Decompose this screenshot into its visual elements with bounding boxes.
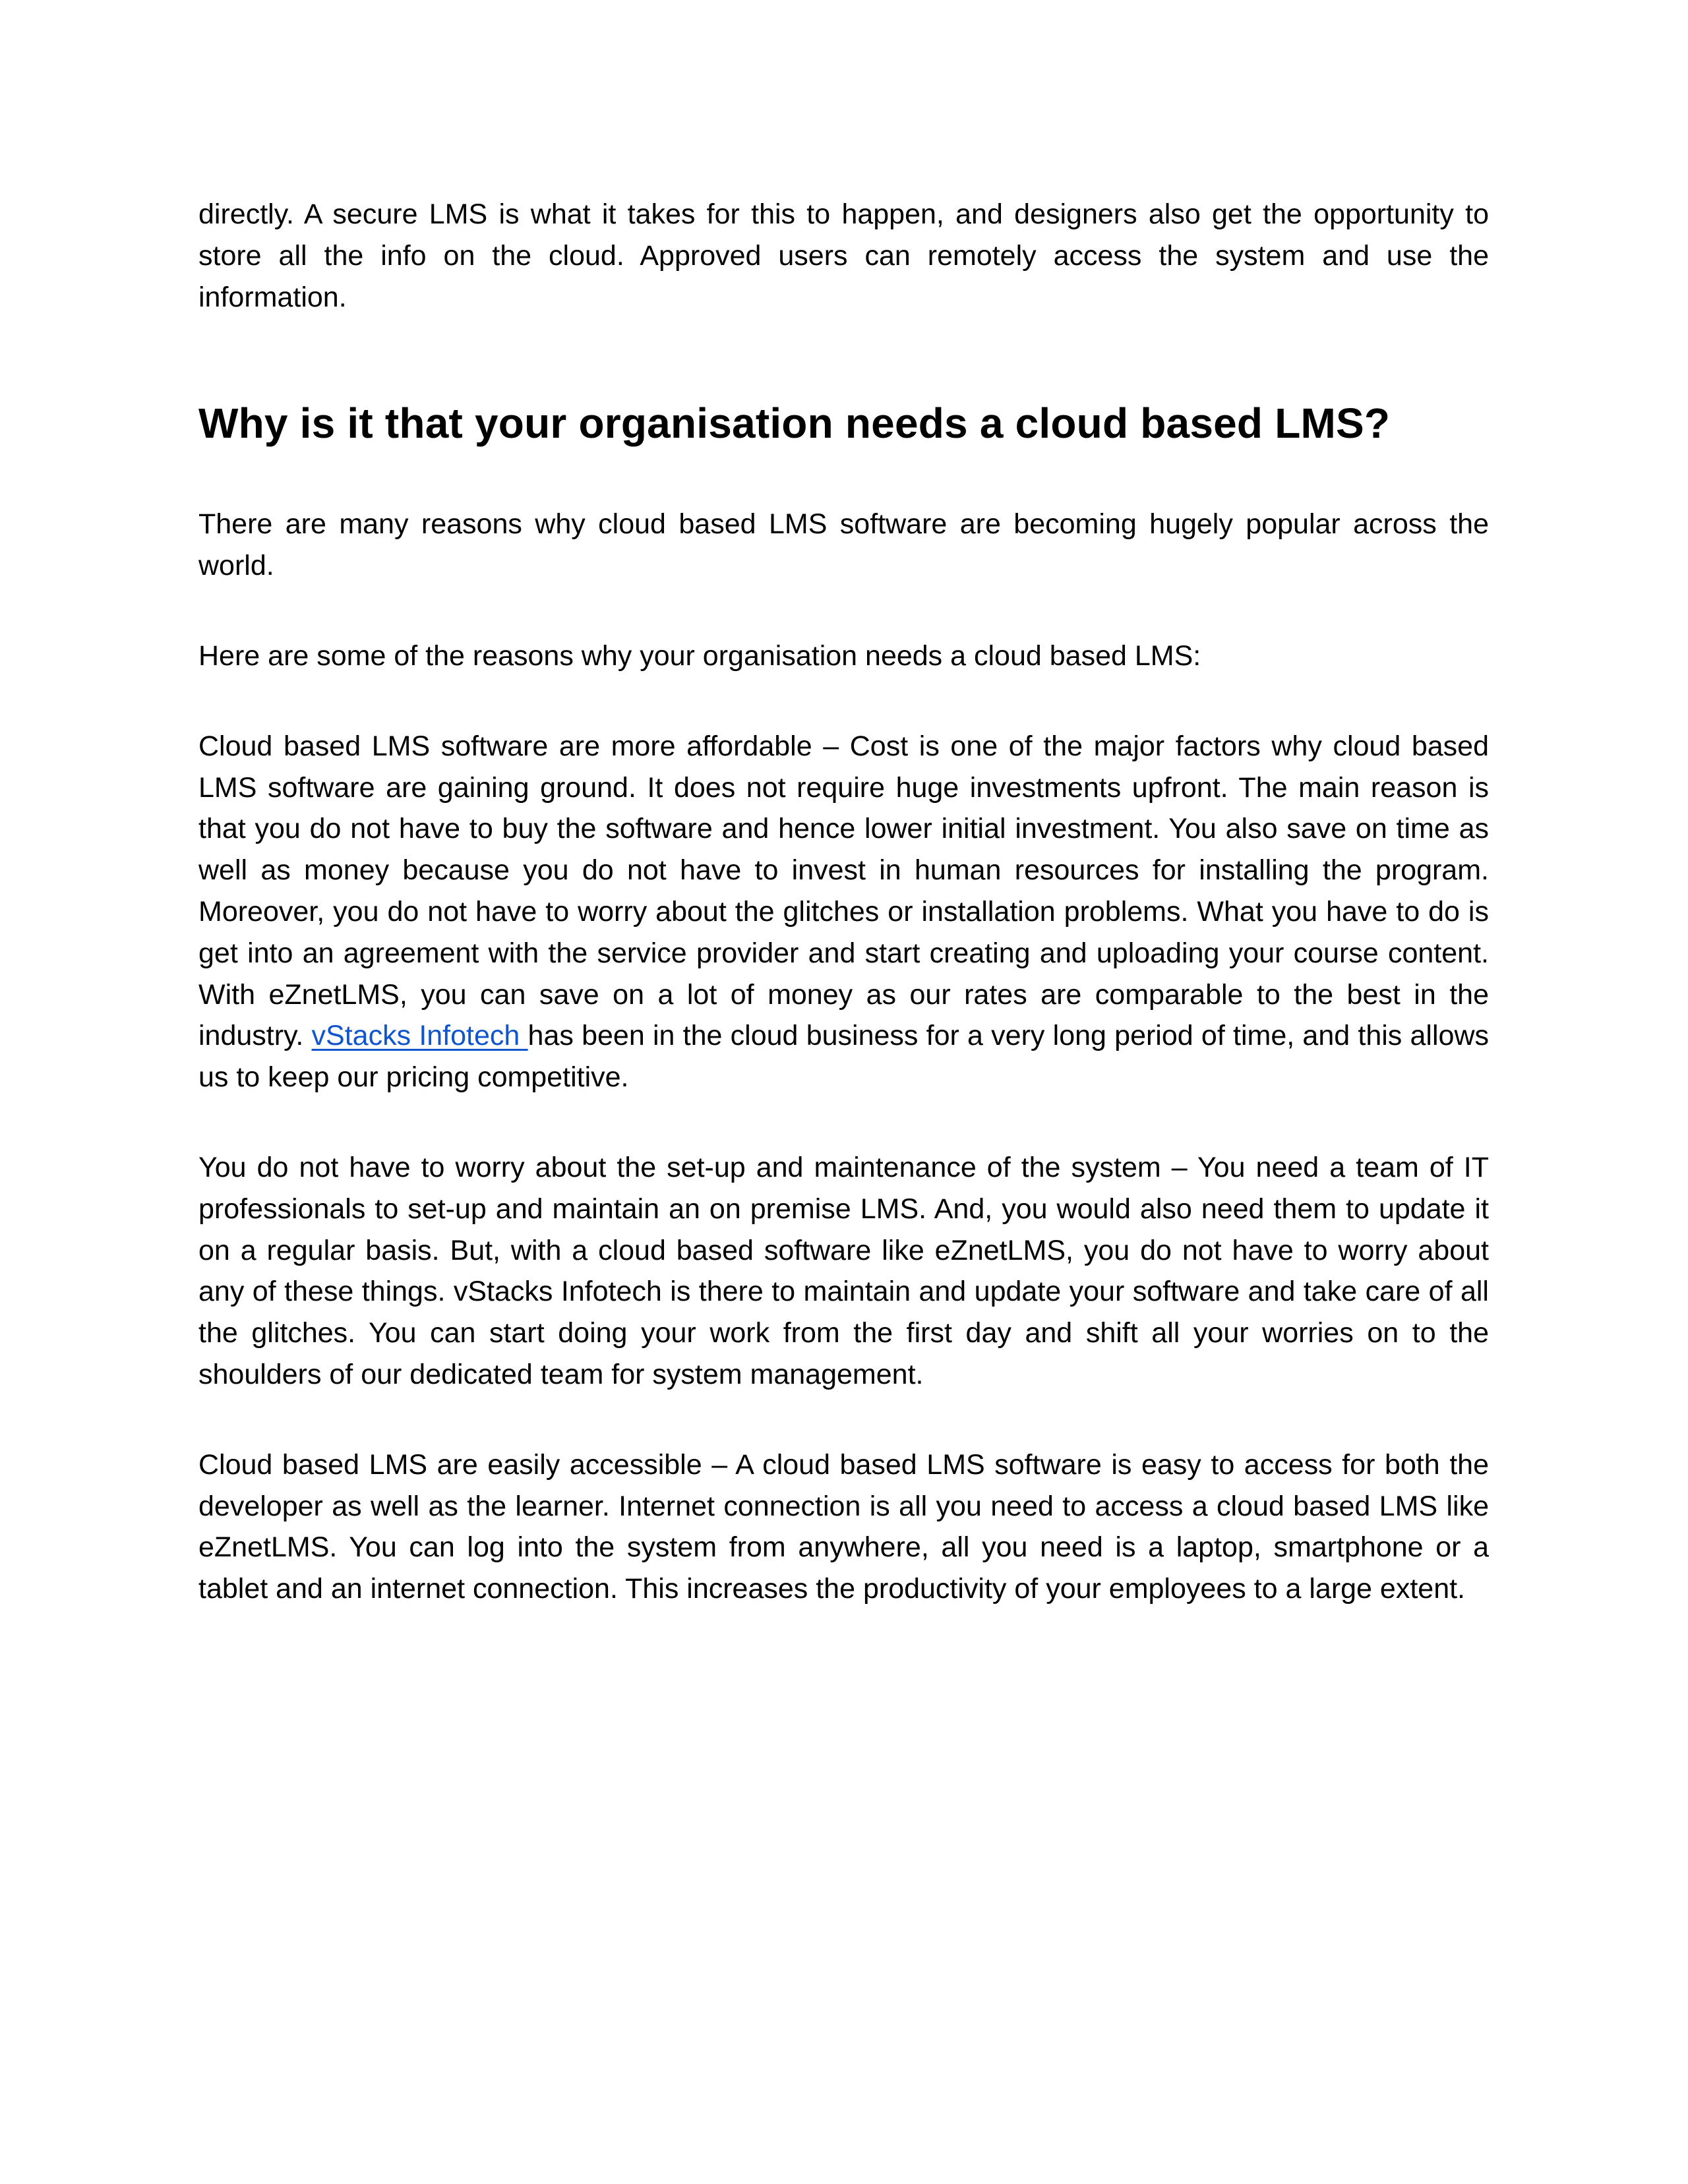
affordability-paragraph xyxy=(198,726,1489,1098)
intro-paragraph: directly. A secure LMS is what it takes for this to happen, and designers also get the opportunity to store all the info on the cloud. Approved users can remotely access the system and use the information. xyxy=(198,198,1489,313)
maintenance-paragraph: You do not have to worry about the set-up and maintenance of the system – You need a team of IT professionals to set-up and maintain an on premise LMS. And, you would also need them to update it on a regular basis. But, with a cloud based software like eZnetLMS, you do not have to worry about any of these things. vStacks Infotech is there to maintain and update your software and take care of all the glitches. You can start doing your work from the first day and shift all your worries on to the shoulders of our dedicated team for system management. xyxy=(198,1151,1489,1390)
affordability-text-before-link: Cloud based LMS software are more affordable – Cost is one of the major factors why cloud based LMS software are gaining ground. It does not require huge investments upfront. The main reason is that you do not have to buy the software and hence lower initial investment. You also save on time as well as money because you do not have to invest in human resources for installing the program. Moreover, you do not have to worry about the glitches or installation problems. What you have to do is get into an agreement with the service provider and start creating and uploading your course content. With eZnetLMS, you can save on a lot of money as our rates are comparable to the best in the industry. xyxy=(198,730,1489,1052)
affordability-text-after-link: has been in the cloud business for a very long period of time, and this allows us to keep our pricing competitive. xyxy=(198,1020,1490,1094)
reasons-intro-paragraph: Here are some of the reasons why your organisation needs a cloud based LMS: xyxy=(198,639,1201,672)
reasons-paragraph: There are many reasons why cloud based LMS software are becoming hugely popular across the world. xyxy=(198,508,1489,582)
accessibility-paragraph: Cloud based LMS are easily accessible – A cloud based LMS software is easy to access for both the developer as well as the learner. Internet connection is all you need to access a cloud based LMS like eZnetLMS. You can log into the system from anywhere, all you need is a laptop, smartphone or a tablet and an internet connection. This increases the productivity of your employees to a large extent. xyxy=(198,1448,1489,1605)
vstacks-infotech-link[interactable]: vStacks Infotech xyxy=(311,1020,528,1052)
document-page xyxy=(198,194,1489,1610)
section-heading: Why is it that your organisation needs a cloud based LMS? xyxy=(198,399,1391,448)
